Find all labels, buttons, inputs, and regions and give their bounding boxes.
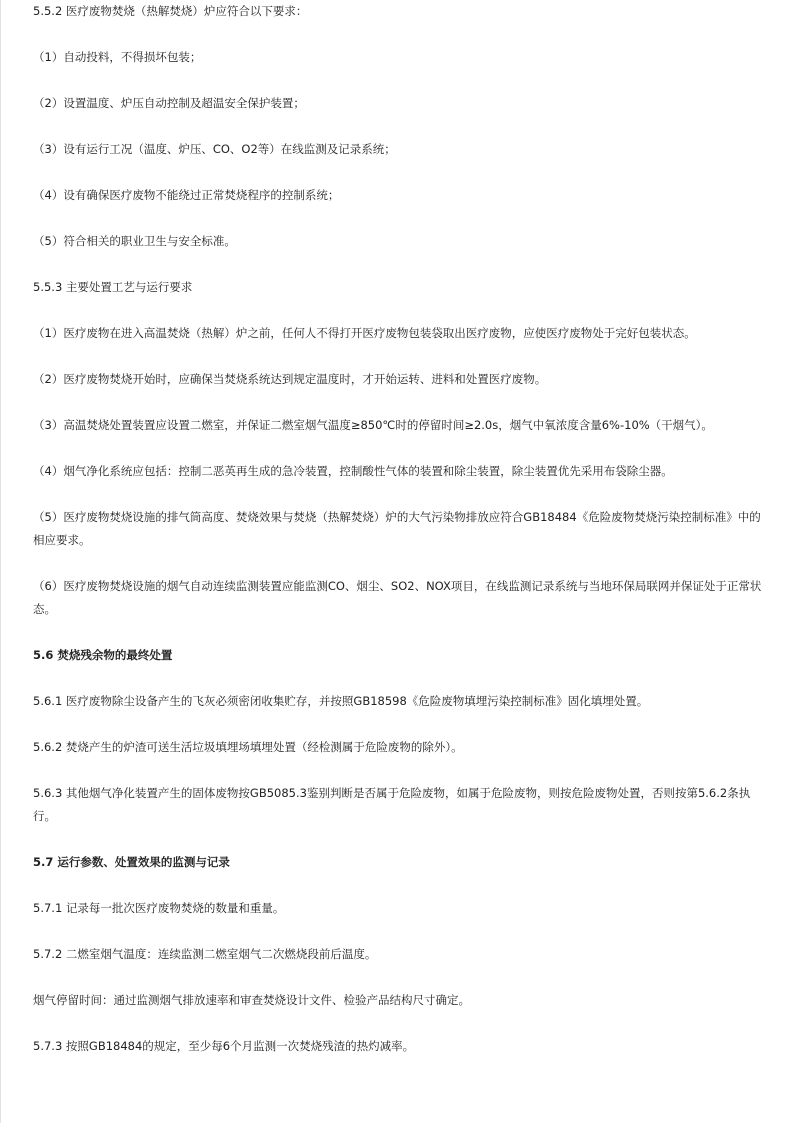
requirement-item-3: （3）设有运行工况（温度、炉压、CO、O2等）在线监测及记录系统； — [33, 142, 396, 156]
process-item-5: （5）医疗废物焚烧设施的排气筒高度、焚烧效果与焚烧（热解焚烧）炉的大气污染物排放应符合GB18484《危险废物焚烧污染控制标准》中的相应要求。 — [33, 510, 761, 547]
section-5-7-heading: 5.7 运行参数、处置效果的监测与记录 — [33, 855, 230, 869]
process-item-3: （3）高温焚烧处置装置应设置二燃室，并保证二燃室烟气温度≥850℃时的停留时间≥2.0s，烟气中氧浓度含量6%-10%（干烟气）。 — [33, 418, 713, 432]
section-5-6-heading: 5.6 焚烧残余物的最终处置 — [33, 648, 173, 662]
document-body — [33, 0, 763, 1058]
section-5-7-3: 5.7.3 按照GB18484的规定，至少每6个月监测一次焚烧残渣的热灼减率。 — [33, 1039, 415, 1053]
section-5-7-1: 5.7.1 记录每一批次医疗废物焚烧的数量和重量。 — [33, 901, 285, 915]
section-5-6-3: 5.6.3 其他烟气净化装置产生的固体废物按GB5085.3鉴别判断是否属于危险废物，如属于危险废物，则按危险废物处置，否则按第5.6.2条执行。 — [33, 786, 751, 823]
section-5-7-2: 5.7.2 二燃室烟气温度：连续监测二燃室烟气二次燃烧段前后温度。 — [33, 947, 377, 961]
process-item-1: （1）医疗废物在进入高温焚烧（热解）炉之前，任何人不得打开医疗废物包装袋取出医疗废物，应使医疗废物处于完好包装状态。 — [33, 326, 696, 340]
process-item-2: （2）医疗废物焚烧开始时，应确保当焚烧系统达到规定温度时，才开始运转、进料和处置医疗废物。 — [33, 372, 547, 386]
section-5-6-2: 5.6.2 焚烧产生的炉渣可送生活垃圾填埋场填埋处置（经检测属于危险废物的除外）。 — [33, 740, 463, 754]
requirement-item-2: （2）设置温度、炉压自动控制及超温安全保护装置； — [33, 96, 305, 110]
section-5-7-2-residence-time: 烟气停留时间：通过监测烟气排放速率和审查焚烧设计文件、检验产品结构尺寸确定。 — [33, 993, 470, 1007]
section-5-5-3-heading: 5.5.3 主要处置工艺与运行要求 — [33, 280, 193, 294]
requirement-item-5: （5）符合相关的职业卫生与安全标准。 — [33, 234, 236, 248]
section-5-6-1: 5.6.1 医疗废物除尘设备产生的飞灰必须密闭收集贮存，并按照GB18598《危险废物填埋污染控制标准》固化填埋处置。 — [33, 694, 649, 708]
requirement-item-4: （4）设有确保医疗废物不能绕过正常焚烧程序的控制系统； — [33, 188, 340, 202]
section-5-5-2-heading: 5.5.2 医疗废物焚烧（热解焚烧）炉应符合以下要求： — [33, 4, 308, 18]
requirement-item-1: （1）自动投料，不得损坏包装； — [33, 50, 202, 64]
process-item-4: （4）烟气净化系统应包括：控制二恶英再生成的急冷装置，控制酸性气体的装置和除尘装置，除尘装置优先采用布袋除尘器。 — [33, 464, 673, 478]
process-item-6: （6）医疗废物焚烧设施的烟气自动连续监测装置应能监测CO、烟尘、SO2、NOX项目，在线监测记录系统与当地环保局联网并保证处于正常状态。 — [33, 579, 762, 616]
